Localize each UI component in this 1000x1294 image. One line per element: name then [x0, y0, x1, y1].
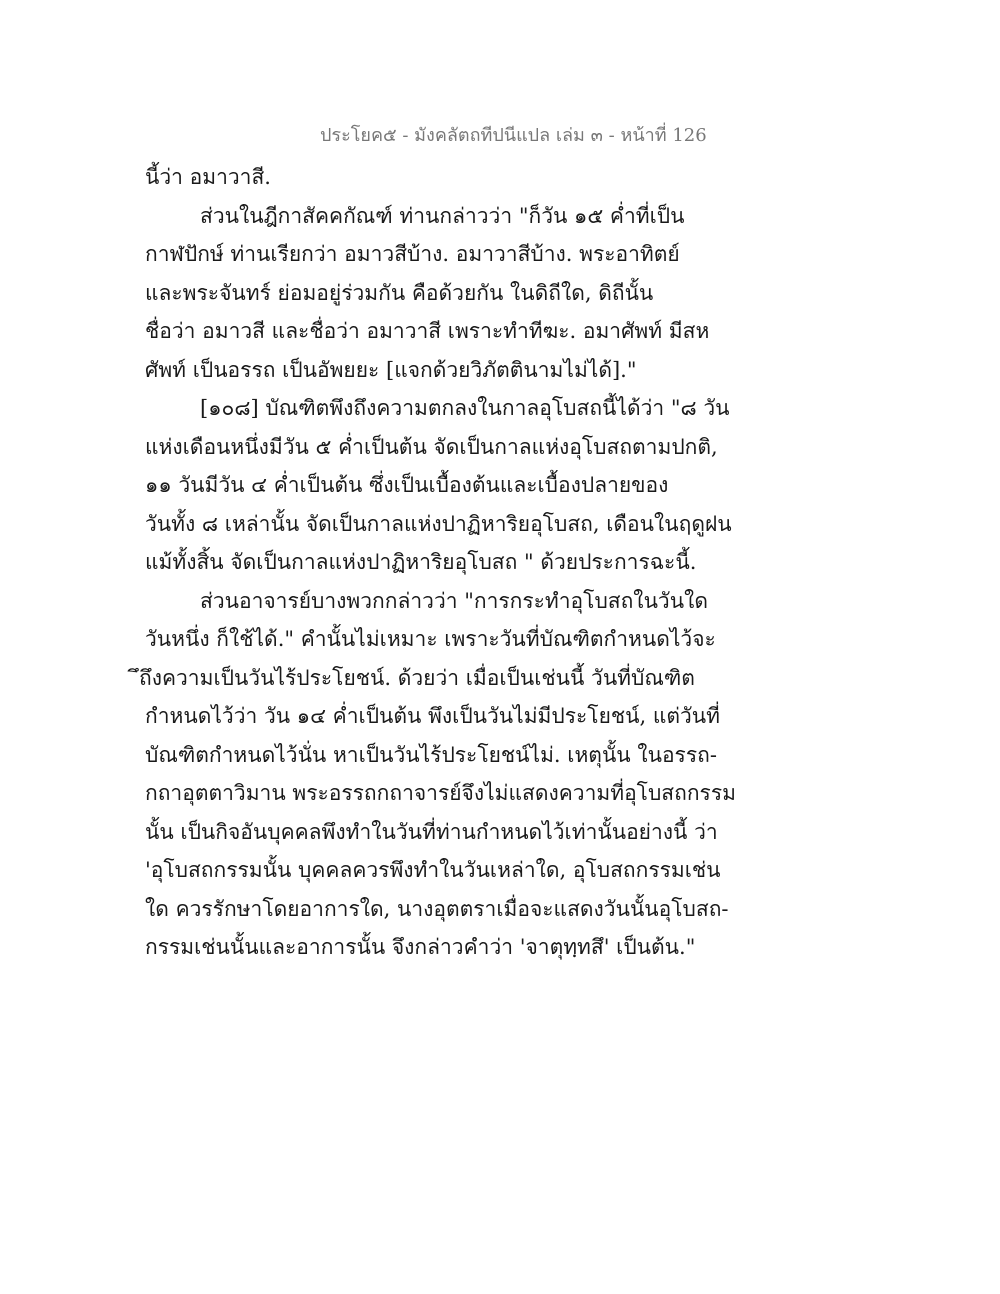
text-line: ึถึงความเป็นวันไร้ประโยชน์. ด้วยว่า เมื่อเป็นเช่นนี้ วันที่บัณฑิต — [139, 665, 695, 690]
text-line: นี้ว่า อมาวาสี. — [145, 165, 271, 189]
text-line: และพระจันทร์ ย่อมอยู่ร่วมกัน คือด้วยกัน ในดิถีใด, ดิถีนั้น — [145, 280, 654, 305]
text-line: กำหนดไว้ว่า วัน ๑๔ ค่ำเป็นต้น พึงเป็นวันไม่มีประโยชน์, แต่วันที่ — [145, 704, 720, 728]
text-line: แห่งเดือนหนึ่งมีวัน ๕ ค่ำเป็นต้น จัดเป็นกาลแห่งอุโบสถตามปกติ, — [145, 434, 718, 459]
body-text — [139, 158, 736, 967]
text-line: วันทั้ง ๘ เหล่านั้น จัดเป็นกาลแห่งปาฏิหาริยอุโบสถ, เดือนในฤดูฝน — [145, 511, 732, 536]
text-line: ๑๑ วันมีวัน ๔ ค่ำเป็นต้น ซึ่งเป็นเบื้องต้นและเบื้องปลายของ — [145, 473, 669, 497]
paragraph-start-line: ส่วนอาจารย์บางพวกกล่าวว่า "การกระทำอุโบสถในวันใด — [200, 588, 708, 613]
text-line: กรรมเช่นนั้นและอาการนั้น จึงกล่าวคำว่า 'จาตุทฺทสึ' เป็นต้น." — [145, 935, 696, 959]
paragraph-start-line: [๑๐๘] บัณฑิตพึงถึงความตกลงในกาลอุโบสถนี้ได้ว่า "๘ วัน — [200, 396, 730, 420]
text-line: 'อุโบสถกรรมนั้น บุคคลควรพึงทำในวันเหล่าใด, อุโบสถกรรมเช่น — [145, 858, 721, 882]
running-header: ประโยค๕ - มังคลัตถทีปนีแปล เล่ม ๓ - หน้าที่ 126 — [320, 125, 707, 146]
paragraph-start-line: ส่วนในฎีกาสัคคกัณฑ์ ท่านกล่าวว่า "ก็วัน ๑๕ ค่ำที่เป็น — [200, 203, 685, 228]
text-line: ชื่อว่า อมาวสี และชื่อว่า อมาวาสี เพราะทำทีฆะ. อมาศัพท์ มีสห — [145, 319, 710, 343]
text-line: วันหนึ่ง ก็ใช้ได้." คำนั้นไม่เหมาะ เพราะวันที่บัณฑิตกำหนดไว้จะ — [145, 627, 716, 651]
text-line: กาฬปักษ์ ท่านเรียกว่า อมาวสีบ้าง. อมาวาสีบ้าง. พระอาทิตย์ — [145, 242, 680, 266]
text-line: นั้น เป็นกิจอันบุคคลพึงทำในวันที่ท่านกำหนดไว้เท่านั้นอย่างนี้ ว่า — [145, 819, 718, 844]
text-line: แม้ทั้งสิ้น จัดเป็นกาลแห่งปาฏิหาริยอุโบสถ " ด้วยประการฉะนี้. — [145, 550, 697, 574]
text-line: กถาอุตตาวิมาน พระอรรถกถาจารย์จึงไม่แสดงความที่อุโบสถกรรม — [145, 781, 736, 805]
text-line: ใด ควรรักษาโดยอาการใด, นางอุตตราเมื่อจะแสดงวันนั้นอุโบสถ- — [145, 896, 729, 921]
text-line: บัณฑิตกำหนดไว้นั่น หาเป็นวันไร้ประโยชน์ไม่. เหตุนั้น ในอรรถ- — [145, 742, 717, 767]
text-line: ศัพท์ เป็นอรรถ เป็นอัพยยะ [แจกด้วยวิภัตตินามไม่ได้]." — [145, 357, 637, 382]
